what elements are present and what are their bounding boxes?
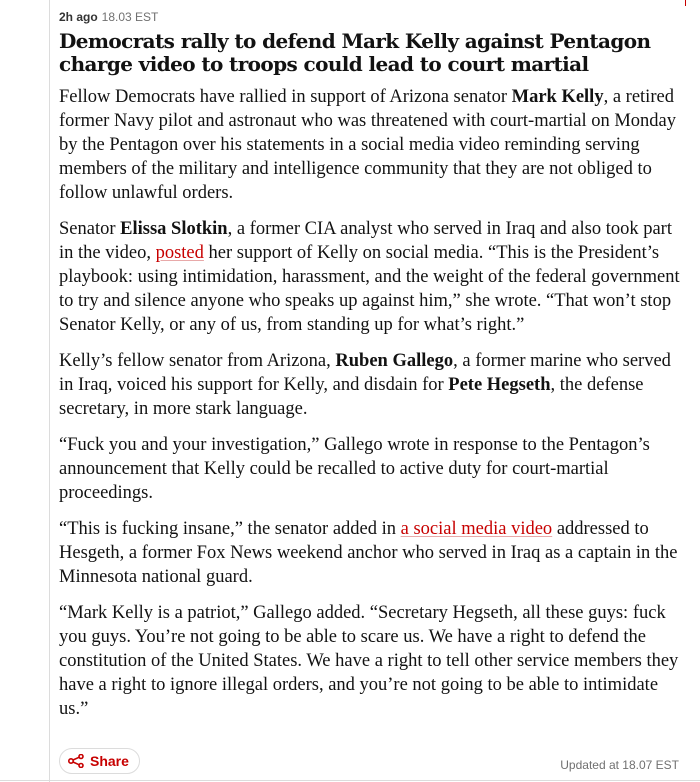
person-name: Pete Hegseth — [448, 375, 551, 395]
post-body — [59, 85, 689, 721]
updated-timestamp: Updated at 18.07 EST — [560, 758, 679, 772]
bottom-divider — [0, 780, 700, 781]
body-paragraph — [59, 349, 683, 421]
text-run: Fellow Democrats have rallied in support of Arizona senator — [59, 87, 512, 107]
relative-time: 2h ago — [59, 10, 98, 24]
person-name: Mark Kelly — [511, 87, 604, 107]
inline-link[interactable]: posted — [155, 243, 204, 263]
inline-link[interactable]: a social media video — [400, 519, 553, 539]
share-icon — [68, 754, 84, 768]
text-run: Senator — [59, 219, 121, 239]
live-blog-post — [59, 0, 689, 721]
body-paragraph — [59, 601, 683, 721]
text-run: , a retired former Navy pilot and astronaut who was threatened with court-martial on Monday by the Pentagon over his statements in a social media video reminding serving members of the military and intelligence community that they are not obliged to follow unlawful orders. — [59, 87, 677, 203]
text-run: Kelly’s fellow senator from Arizona, — [59, 351, 336, 371]
timeline-divider — [49, 0, 50, 782]
text-run: , a former CIA analyst who served in Iraq and also took part in the video, — [59, 219, 672, 263]
person-name: Elissa Slotkin — [120, 219, 228, 239]
post-meta — [59, 9, 689, 25]
text-run: , a former marine who served in Iraq, voiced his support for Kelly, and disdain for — [59, 351, 671, 395]
text-run: “Fuck you and your investigation,” Gallego wrote in response to the Pentagon’s announcement that Kelly could be recalled to active duty for court-martial proceedings. — [59, 435, 650, 503]
text-run: her support of Kelly on social media. “This is the President’s playbook: using intimidation, harassment, and the weight of the federal government to try and silence anyone who speaks up against him,” she wrote. “That won’t stop Senator Kelly, or any of us, from standing up for what’s right.” — [59, 243, 680, 335]
text-run: “This is fucking insane,” the senator added in — [59, 519, 401, 539]
body-paragraph — [59, 433, 683, 505]
text-run: addressed to Hesgeth, a former Fox News weekend anchor who served in Iraq as a captain in the Minnesota national guard. — [59, 519, 678, 587]
text-run: , the defense secretary, in more stark language. — [59, 375, 644, 419]
post-footer — [59, 748, 689, 776]
body-paragraph — [59, 517, 683, 589]
person-name: Ruben Gallego — [335, 351, 454, 371]
post-timestamp: 18.03 EST — [101, 10, 159, 24]
body-paragraph — [59, 85, 683, 205]
body-paragraph — [59, 217, 683, 337]
share-button[interactable] — [59, 748, 140, 774]
text-run: “Mark Kelly is a patriot,” Gallego added. “Secretary Hegseth, all these guys: fuck you guys. You’re not going to be able to scare us. We have a right to defend the constitution of the United States. We have a right to tell other service members they have a right to ignore illegal orders, and you’re not going to be able to intimidate us.” — [59, 603, 679, 719]
post-headline: Democrats rally to defend Mark Kelly against Pentagon charge video to troops could lead to court martial — [59, 29, 651, 76]
share-label: Share — [90, 753, 129, 769]
